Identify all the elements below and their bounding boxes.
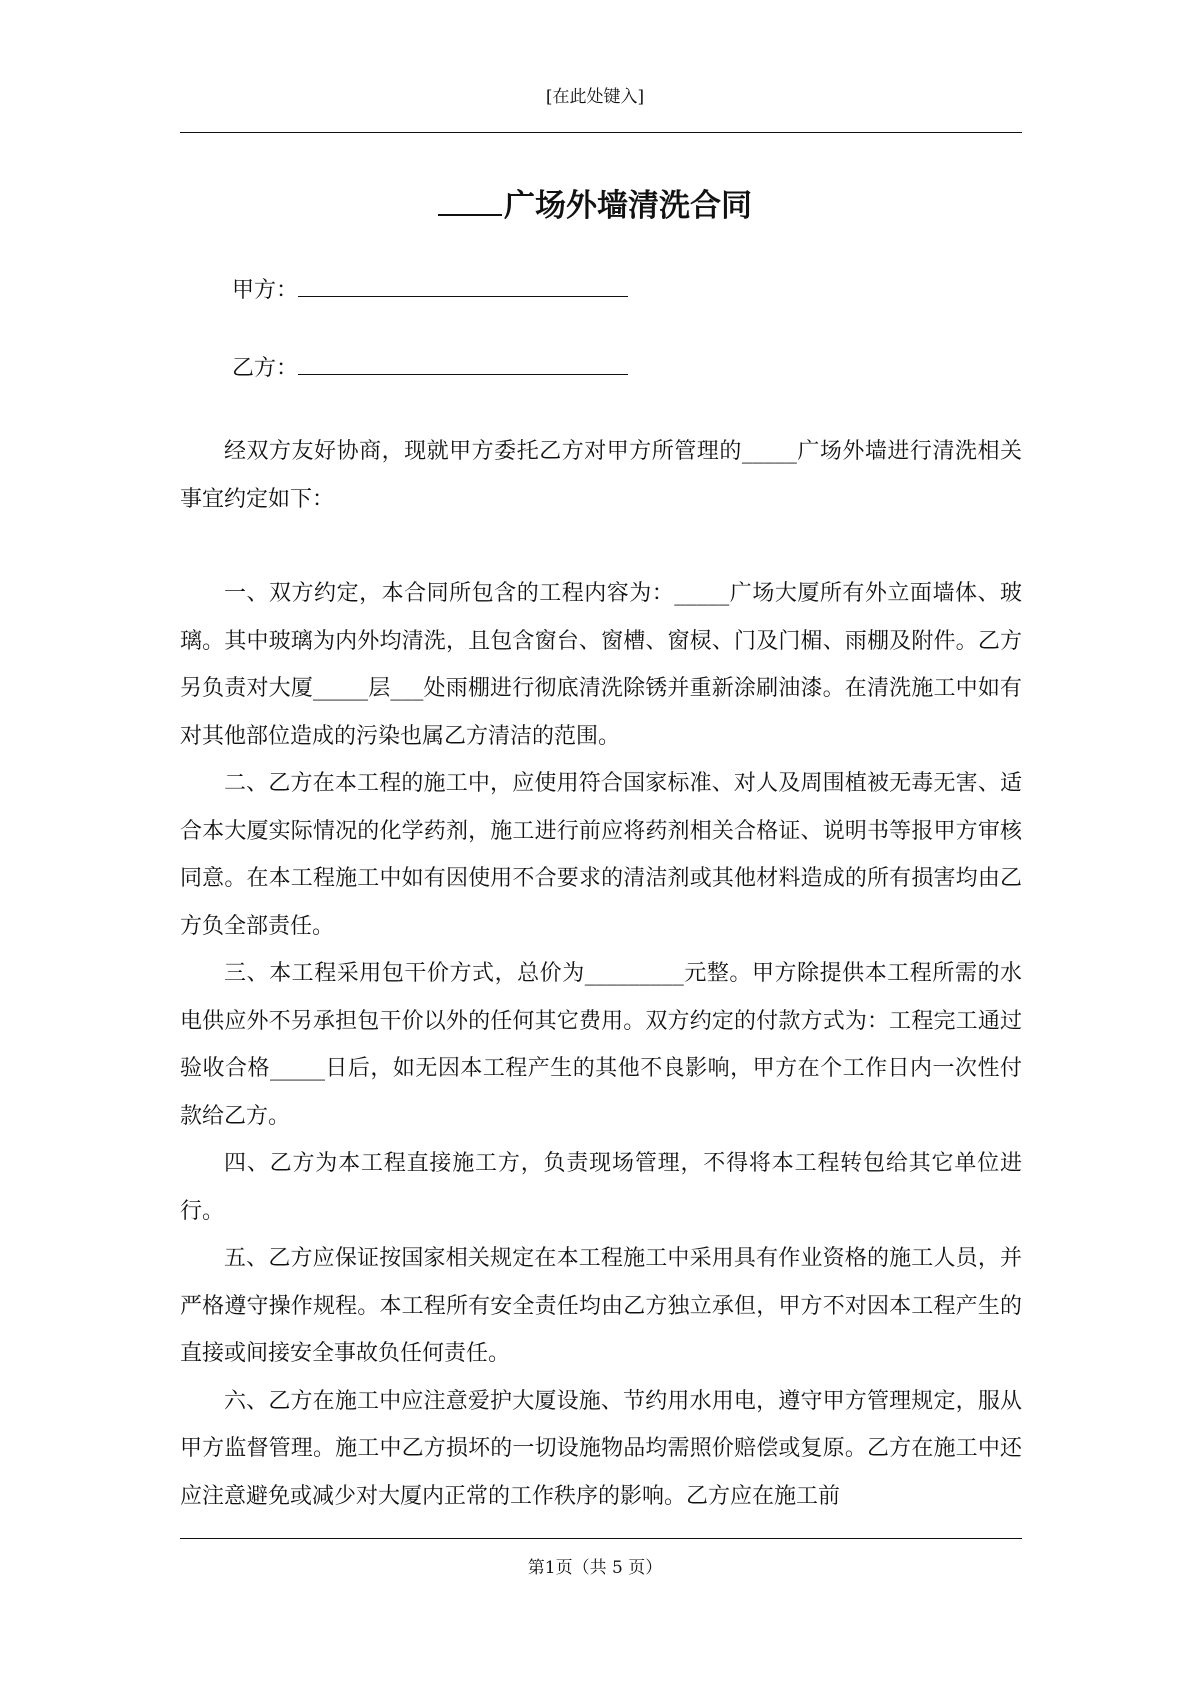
title-text: 广场外墙清洗合同 bbox=[504, 188, 752, 224]
header-divider bbox=[180, 132, 1022, 133]
footer-divider bbox=[180, 1538, 1022, 1539]
title-blank-line bbox=[438, 188, 502, 216]
document-title bbox=[0, 180, 1190, 225]
paragraph-clause-4: 四、乙方为本工程直接施工方，负责现场管理，不得将本工程转包给其它单位进行。 bbox=[180, 1151, 1022, 1224]
contract-body bbox=[180, 428, 1022, 1520]
paragraph-intro: 经双方友好协商，现就甲方委托乙方对甲方所管理的_____广场外墙进行清洗相关事宜约定如下： bbox=[180, 439, 1022, 512]
party-b-blank bbox=[298, 354, 628, 375]
page-footer: 第1页（共 5 页） bbox=[527, 1558, 663, 1578]
paragraph-clause-2: 二、乙方在本工程的施工中，应使用符合国家标准、对人及周围植被无毒无害、适合本大厦实际情况的化学药剂，施工进行前应将药剂相关合格证、说明书等报甲方审核同意。在本工程施工中如有因使用不合要求的清洁剂或其他材料造成的所有损害均由乙方负全部责任。 bbox=[180, 771, 1022, 939]
paragraph-clause-3: 三、本工程采用包干价方式，总价为_________元整。甲方除提供本工程所需的水电供应外不另承担包干价以外的任何其它费用。双方约定的付款方式为：工程完工通过验收合格_____日后，如无因本工程产生的其他不良影响，甲方在个工作日内一次性付款给乙方。 bbox=[180, 961, 1022, 1129]
party-a-blank bbox=[298, 276, 628, 297]
paragraph-clause-6: 六、乙方在施工中应注意爱护大厦设施、节约用水用电，遵守甲方管理规定，服从甲方监督管理。施工中乙方损坏的一切设施物品均需照价赔偿或复原。乙方在施工中还应注意避免或减少对大厦内正常的工作秩序的影响。乙方应在施工前 bbox=[180, 1388, 1022, 1509]
paragraph-clause-1: 一、双方约定，本合同所包含的工程内容为：_____广场大厦所有外立面墙体、玻璃。其中玻璃为内外均清洗，且包含窗台、窗槽、窗棂、门及门楣、雨棚及附件。乙方另负责对大厦_____层___处雨棚进行彻底清洗除锈并重新涂刷油漆。在清洗施工中如有对其他部位造成的污染也属乙方清洁的范围。 bbox=[180, 581, 1022, 749]
party-a-line bbox=[232, 276, 628, 306]
party-b-label: 乙方： bbox=[232, 356, 299, 381]
party-a-label: 甲方： bbox=[232, 278, 299, 303]
paragraph-clause-5: 五、乙方应保证按国家相关规定在本工程施工中采用具有作业资格的施工人员，并严格遵守操作规程。本工程所有安全责任均由乙方独立承但，甲方不对因本工程产生的直接或间接安全事故负任何责任。 bbox=[180, 1246, 1022, 1366]
page-header: [在此处键入] bbox=[545, 87, 645, 107]
party-b-line bbox=[232, 354, 628, 384]
